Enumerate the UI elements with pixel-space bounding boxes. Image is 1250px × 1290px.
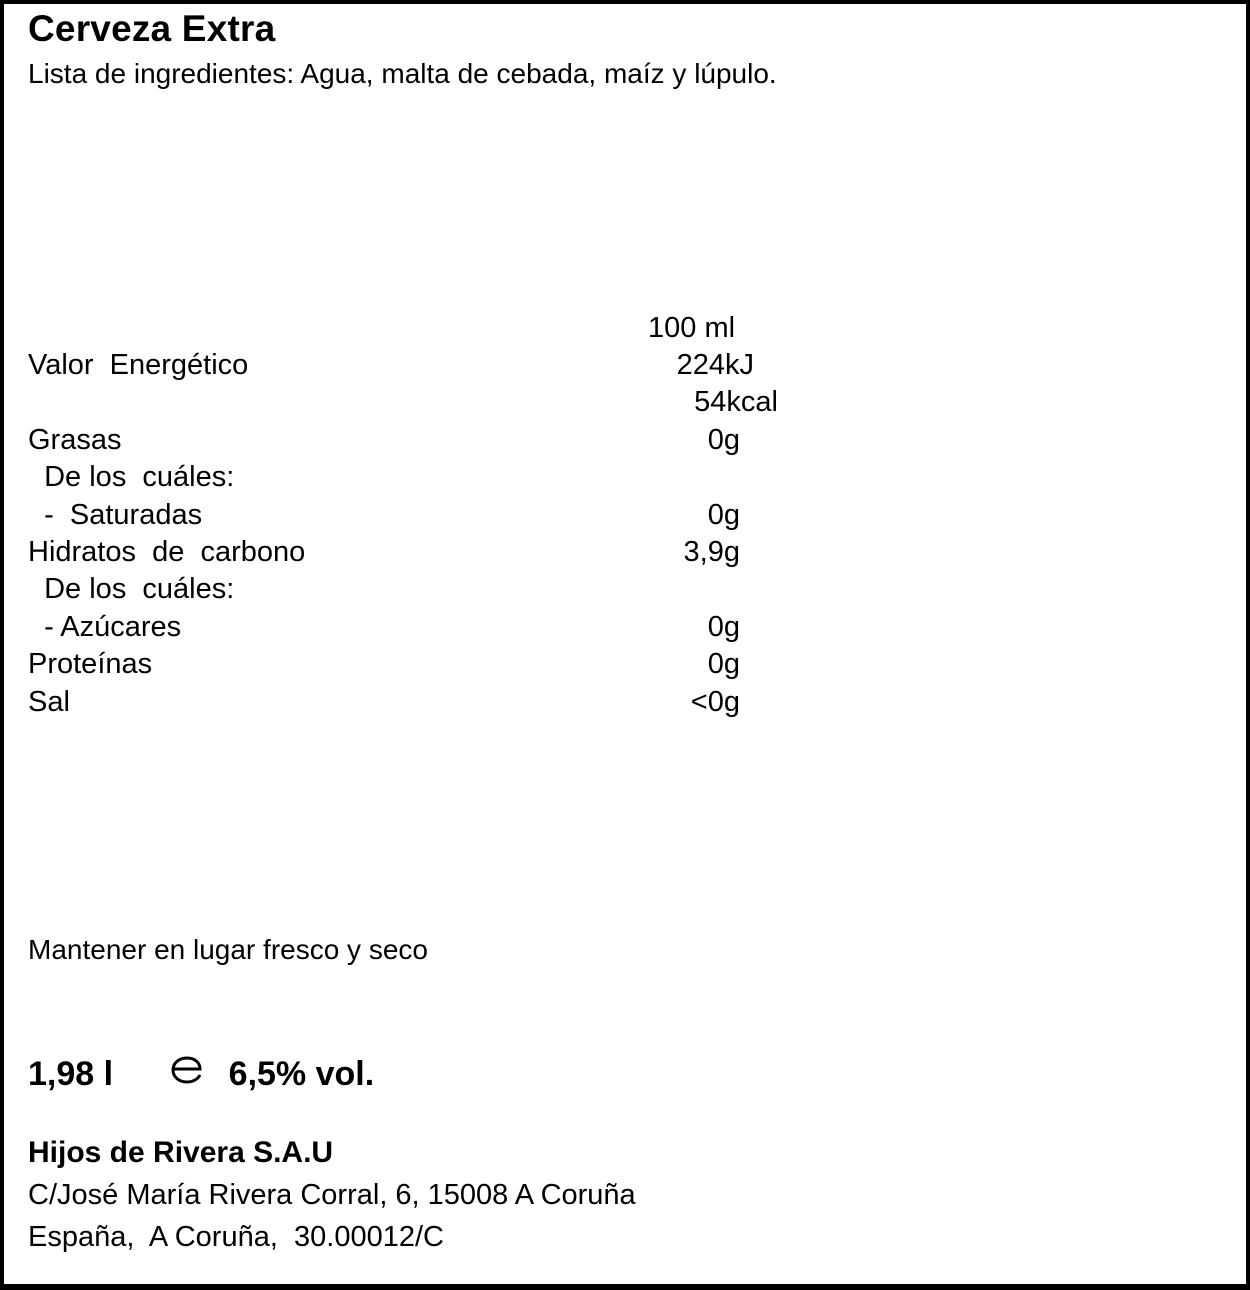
estimated-sign-icon [113, 1016, 204, 1133]
alcohol-by-volume: 6,5% vol. [228, 1055, 375, 1093]
producer-address-line1: C/José María Rivera Corral, 6, 15008 A Coruña [28, 1179, 636, 1211]
product-title: Cerveza Extra [28, 8, 276, 49]
producer-name: Hijos de Rivera S.A.U [28, 1136, 334, 1169]
nutrition-value-salt: <0g [690, 686, 740, 718]
nutrition-label-of-which: De los cuáles: [28, 573, 235, 605]
nutrition-label-fat: Grasas [28, 424, 122, 456]
nutrition-label-energy: Valor Energético [28, 349, 249, 381]
storage-instructions: Mantener en lugar fresco y seco [28, 934, 428, 965]
nutrition-label-protein: Proteínas [28, 648, 153, 680]
nutrition-label-saturates: - Saturadas [28, 499, 203, 531]
ingredients-list: Lista de ingredientes: Agua, malta de cebada, maíz y lúpulo. [28, 58, 777, 89]
nutrition-value-saturates: 0g [707, 499, 740, 531]
nutrition-value-fat: 0g [707, 424, 740, 456]
nutrition-value-energy-kcal: 54kcal [694, 386, 778, 418]
nutrition-value-carbohydrates: 3,9g [683, 536, 740, 568]
nutrition-label-of-which: De los cuáles: [28, 461, 235, 493]
nutrition-value-protein: 0g [707, 648, 740, 680]
nutrition-value-energy-kj: 224kJ [676, 349, 754, 381]
nutrition-label-carbohydrates: Hidratos de carbono [28, 536, 306, 568]
nutrition-label-salt: Sal [28, 686, 70, 718]
net-volume: 1,98 l [28, 1055, 114, 1093]
producer-address-line2: España, A Coruña, 30.00012/C [28, 1221, 444, 1253]
nutrition-column-header: 100 ml [648, 312, 736, 344]
volume-line [28, 1016, 374, 1133]
nutrition-label-sugars: - Azúcares [28, 611, 182, 643]
nutrition-value-sugars: 0g [707, 611, 740, 643]
